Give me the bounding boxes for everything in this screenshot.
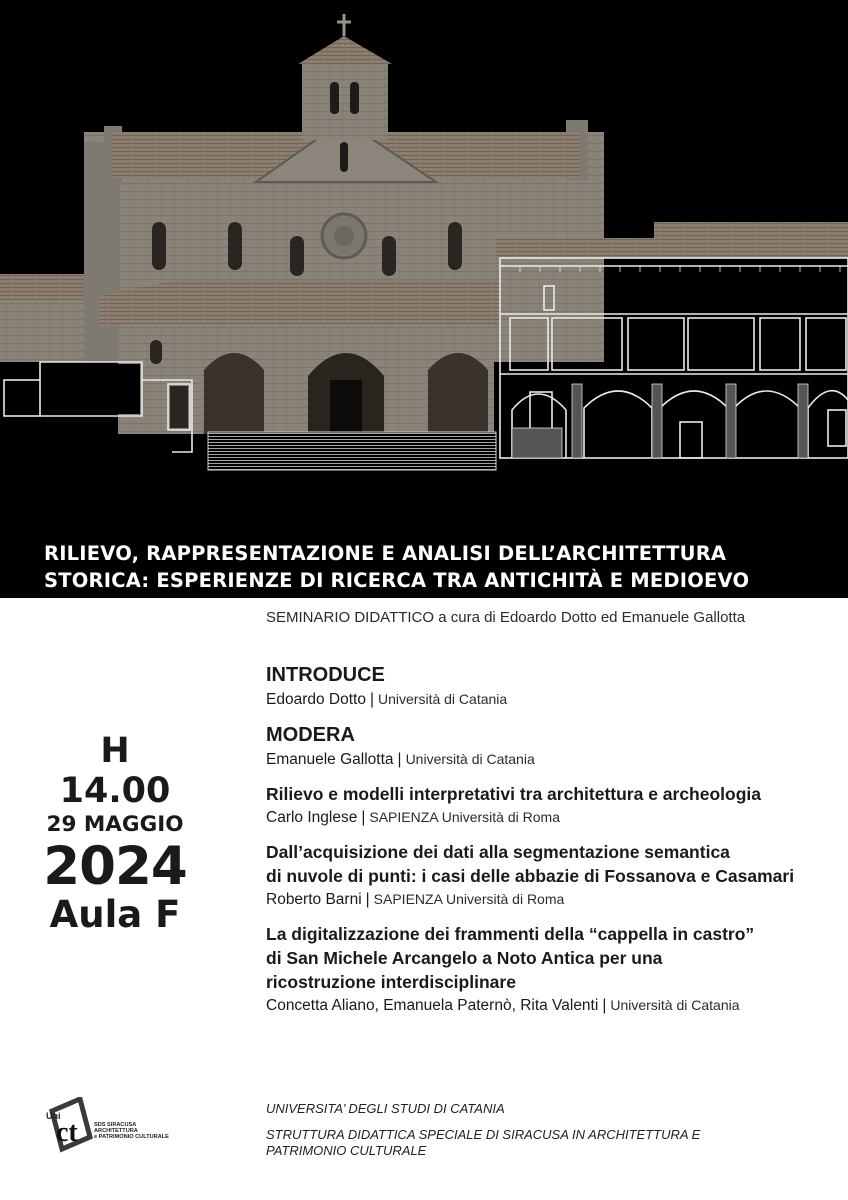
seminar-subtitle: [266, 609, 745, 626]
program: [266, 662, 836, 1028]
logo-uni-text: Uni: [46, 1111, 61, 1121]
talk-1: [266, 782, 836, 829]
talk-title-line-1: Dall’acquisizione dei dati alla segmentazione semantica: [266, 842, 730, 862]
speaker-names: Concetta Aliano, Emanuela Paternò, Rita Valenti: [266, 997, 599, 1014]
modera-person: [266, 748, 836, 771]
unict-sds-logo: [42, 1097, 192, 1159]
event-day: 29 MAGGIO: [46, 812, 184, 837]
talk-title-line-3: ricostruzione interdisciplinare: [266, 972, 516, 992]
footer-spacer: [266, 1117, 700, 1127]
event-year: 2024: [43, 836, 187, 897]
seminar-title: [44, 540, 844, 594]
modera-heading: MODERA: [266, 724, 355, 746]
talk-speakers: [266, 888, 836, 911]
speaker-affiliation: Università di Catania: [610, 997, 740, 1013]
introduce-heading: INTRODUCE: [266, 664, 385, 686]
talk-title: Rilievo e modelli interpretativi tra architettura e archeologia: [266, 784, 762, 804]
seminar-curators: a cura di Edoardo Dotto ed Emanuele Gallotta: [438, 609, 746, 626]
logo-line-2: ARCHITETTURA: [94, 1128, 138, 1134]
introduce-section: [266, 662, 836, 711]
separator: |: [397, 751, 402, 768]
event-date-block: [40, 731, 190, 935]
separator: |: [365, 891, 370, 908]
person-name: Edoardo Dotto: [266, 691, 366, 708]
footer-structure-line-1: STRUTTURA DIDATTICA SPECIALE DI SIRACUSA IN ARCHITETTURA E: [266, 1127, 701, 1142]
separator: |: [602, 997, 607, 1014]
talk-3: [266, 922, 836, 1017]
logo-line-1: SDS SIRACUSA: [94, 1122, 137, 1128]
talk-title-line-2: di nuvole di punti: i casi delle abbazie di Fossanova e Casamari: [266, 866, 795, 886]
introduce-person: [266, 688, 836, 711]
talk-title-line-1: La digitalizzazione dei frammenti della “cappella in castro”: [266, 924, 755, 944]
title-line-1: RILIEVO, RAPPRESENTAZIONE E ANALISI DELL’ARCHITETTURA: [44, 542, 727, 565]
event-room: Aula F: [49, 893, 181, 936]
talk-2: [266, 840, 836, 911]
modera-section: [266, 722, 836, 771]
person-affiliation: Università di Catania: [405, 751, 535, 767]
separator: |: [369, 691, 374, 708]
person-affiliation: Università di Catania: [378, 691, 508, 707]
abbey-illustration: [0, 0, 848, 540]
hero-banner: [0, 0, 848, 598]
title-line-2: STORICA: ESPERIENZE DI RICERCA TRA ANTICHITÀ E MEDIOEVO: [44, 569, 750, 592]
logo-line-3: e PATRIMONIO CULTURALE: [94, 1134, 169, 1140]
logo-mark-text: ct: [56, 1117, 78, 1148]
event-time: H 14.00: [59, 731, 171, 811]
separator: |: [361, 809, 366, 826]
footer-university: UNIVERSITA’ DEGLI STUDI DI CATANIA: [266, 1101, 505, 1116]
seminar-type: SEMINARIO DIDATTICO: [266, 609, 435, 626]
speaker-names: Carlo Inglese: [266, 809, 358, 826]
person-name: Emanuele Gallotta: [266, 751, 394, 768]
footer-institution: [266, 1101, 700, 1159]
footer-structure-line-2: PATRIMONIO CULTURALE: [266, 1143, 427, 1158]
talk-title-line-2: di San Michele Arcangelo a Noto Antica per una: [266, 948, 663, 968]
speaker-names: Roberto Barni: [266, 891, 362, 908]
speaker-affiliation: SAPIENZA Università di Roma: [373, 891, 565, 907]
talk-speakers: [266, 806, 836, 829]
speaker-affiliation: SAPIENZA Università di Roma: [369, 809, 560, 825]
talk-speakers: [266, 994, 836, 1017]
